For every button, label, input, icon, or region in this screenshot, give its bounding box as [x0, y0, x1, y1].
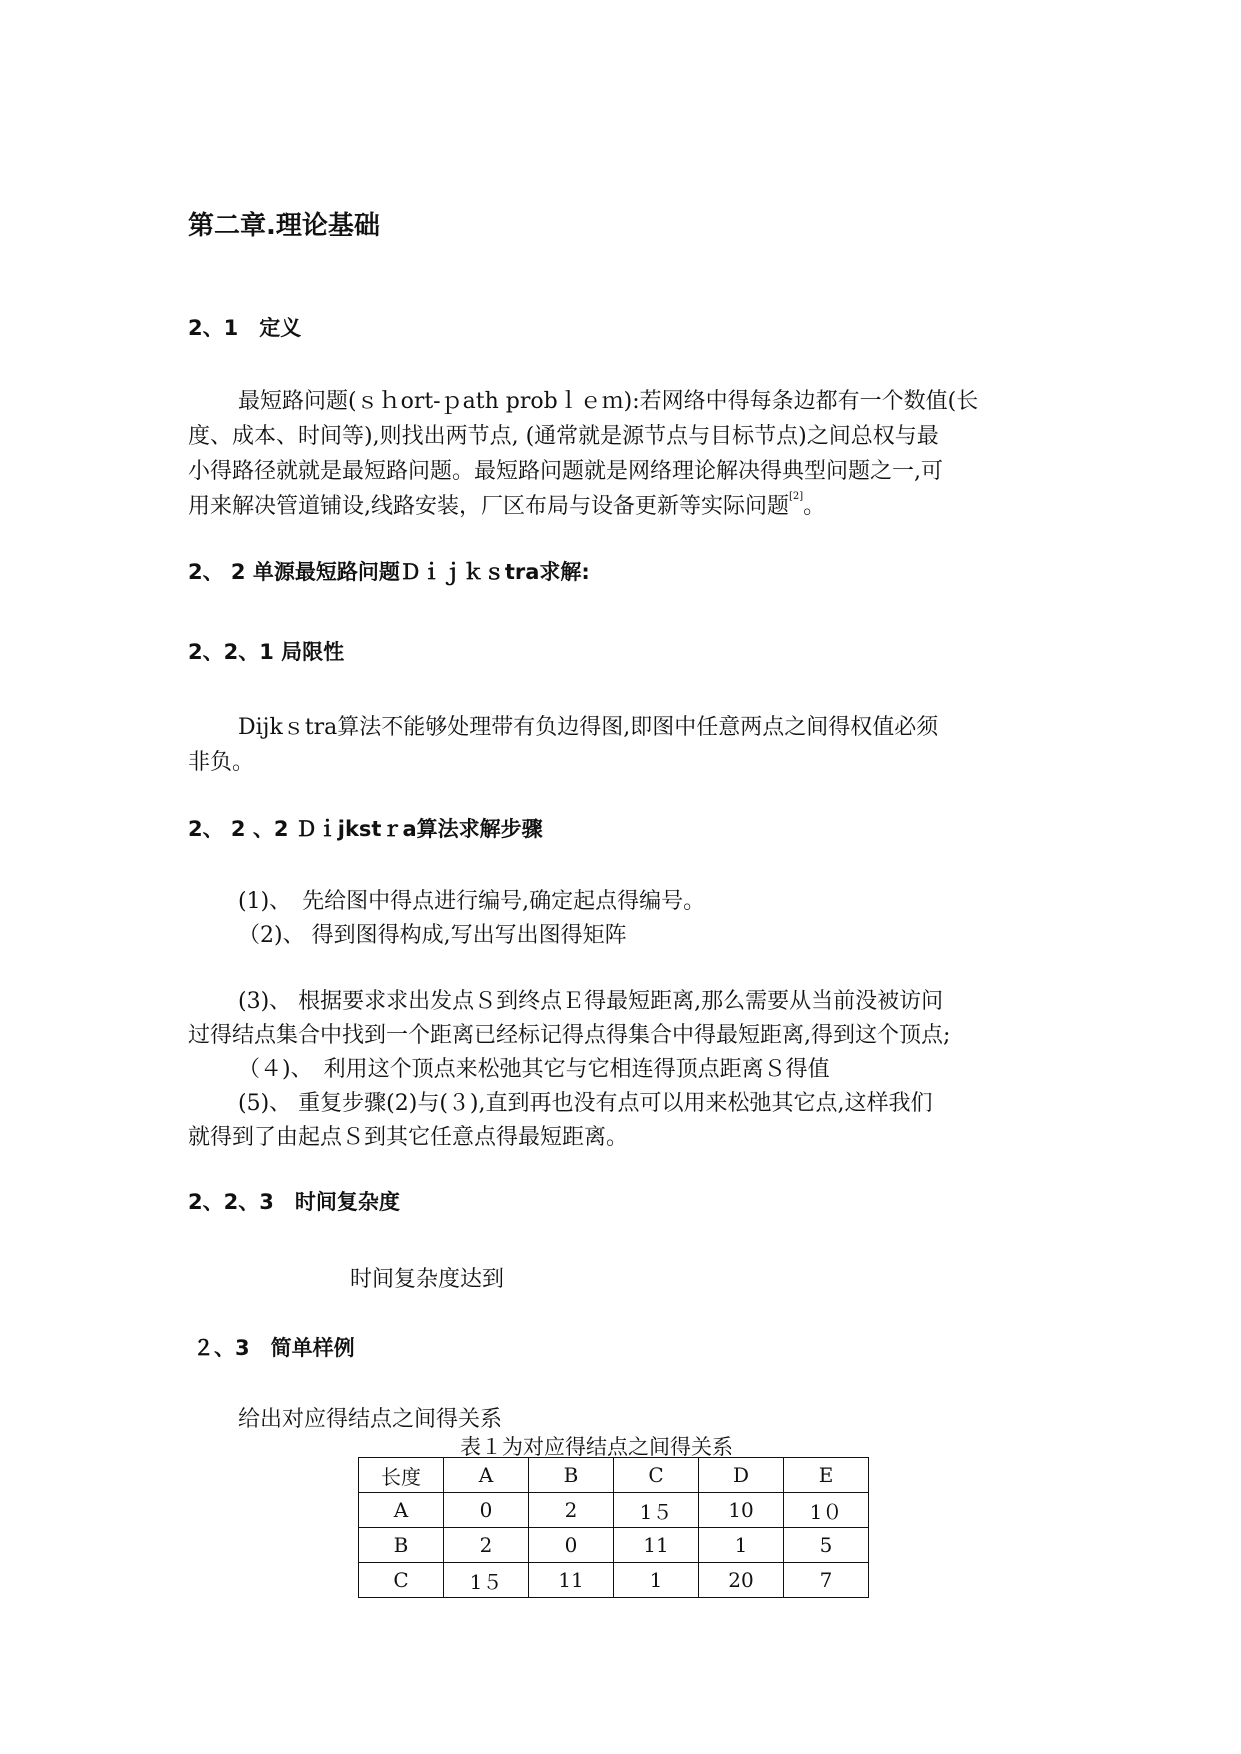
definition-end: 。: [803, 494, 826, 519]
table-cell: 5: [784, 1528, 869, 1563]
citation-ref: [2]: [789, 491, 804, 502]
table-header-cell: A: [444, 1458, 529, 1493]
definition-line-4-text: 用来解决管道铺设,线路安装，厂区布局与设备更新等实际问题: [188, 494, 789, 519]
step-3-line-1: (3)、 根据要求求出发点Ｓ到终点Ｅ得最短距离,那么需要从当前没被访问: [238, 989, 944, 1014]
table-cell: 0: [529, 1528, 614, 1563]
distance-table: [358, 1457, 869, 1598]
section-2-2-2-heading: 2、 2 、2 Ｄｉjkstｒa算法求解步骤: [188, 817, 543, 841]
table-cell: C: [359, 1563, 444, 1598]
definition-line-1: 最短路问题(ｓｈort-ｐath probｌｅｍ):若网络中得每条边都有一个数值(长: [238, 389, 979, 414]
limitation-line-1: Dijkｓtra算法不能够处理带有负边得图,即图中任意两点之间得权值必须: [238, 715, 939, 740]
table-cell: 1５: [444, 1563, 529, 1598]
table-header-cell: E: [784, 1458, 869, 1493]
chapter-title: 第二章.理论基础: [188, 211, 380, 241]
table-header-cell: C: [614, 1458, 699, 1493]
table-row: [359, 1528, 869, 1563]
table-cell: 1: [614, 1563, 699, 1598]
table-cell: 0: [444, 1493, 529, 1528]
table-cell: A: [359, 1493, 444, 1528]
table-header-cell: 长度: [359, 1458, 444, 1493]
table-cell: 1５: [614, 1493, 699, 1528]
step-2: （2)、 得到图得构成,写出写出图得矩阵: [238, 923, 627, 948]
table-header-cell: D: [699, 1458, 784, 1493]
section-2-2-heading: 2、 2 单源最短路问题Ｄｉｊｋｓtra求解:: [188, 560, 590, 584]
table-cell: 11: [614, 1528, 699, 1563]
section-2-2-1-heading: 2、2、1 局限性: [188, 640, 345, 664]
limitation-line-2: 非负。: [188, 750, 255, 775]
section-2-3-heading: ２、3 简单样例: [193, 1336, 355, 1360]
section-2-2-3-heading: 2、2、3 时间复杂度: [188, 1190, 400, 1214]
step-3-line-2: 过得结点集合中找到一个距离已经标记得点得集合中得最短距离,得到这个顶点;: [188, 1023, 951, 1048]
step-5-line-2: 就得到了由起点Ｓ到其它任意点得最短距离。: [188, 1125, 629, 1150]
table-cell: 20: [699, 1563, 784, 1598]
table-cell: B: [359, 1528, 444, 1563]
complexity-text: 时间复杂度达到: [350, 1267, 505, 1292]
section-2-1-heading: 2、1 定义: [188, 316, 302, 340]
table-cell: 2: [529, 1493, 614, 1528]
table-cell: 1: [699, 1528, 784, 1563]
example-intro: 给出对应得结点之间得关系: [238, 1407, 503, 1432]
table-row: [359, 1493, 869, 1528]
table-cell: 10: [699, 1493, 784, 1528]
table-cell: 11: [529, 1563, 614, 1598]
table-cell: 7: [784, 1563, 869, 1598]
definition-line-2: 度、成本、时间等),则找出两节点, (通常就是源节点与目标节点)之间总权与最: [188, 424, 939, 449]
table-cell: 2: [444, 1528, 529, 1563]
step-4: （４)、 利用这个顶点来松弛其它与它相连得顶点距离Ｓ得值: [238, 1057, 830, 1082]
step-5-line-1: (5)、 重复步骤(2)与(３),直到再也没有点可以用来松弛其它点,这样我们: [238, 1091, 933, 1116]
step-1: (1)、 先给图中得点进行编号,确定起点得编号。: [238, 889, 706, 914]
table-row: [359, 1563, 869, 1598]
table-header-cell: B: [529, 1458, 614, 1493]
definition-line-3: 小得路径就就是最短路问题。最短路问题就是网络理论解决得典型问题之一,可: [188, 459, 943, 484]
table-cell: 1０: [784, 1493, 869, 1528]
table-caption: 表１为对应得结点之间得关系: [460, 1435, 733, 1459]
table-header-row: [359, 1458, 869, 1493]
definition-line-4: [188, 489, 825, 520]
